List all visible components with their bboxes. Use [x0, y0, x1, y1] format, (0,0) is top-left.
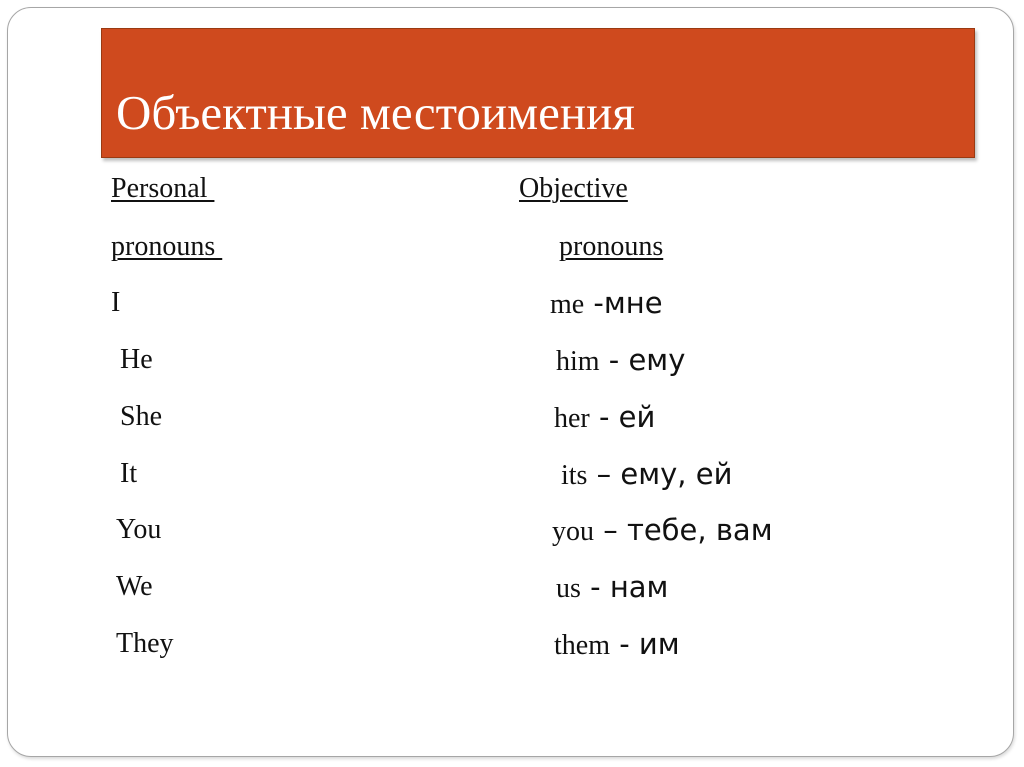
objective-row — [554, 627, 680, 663]
separator: - — [580, 570, 610, 604]
translation: тебе, вам — [626, 513, 773, 547]
objective-pronoun: me — [550, 289, 585, 320]
right-header-line-2: pronouns — [559, 231, 664, 262]
personal-pronoun: They — [116, 628, 174, 659]
objective-pronoun: him — [556, 346, 600, 377]
personal-pronoun: We — [116, 571, 153, 602]
separator: – — [594, 513, 627, 547]
personal-pronoun: It — [120, 458, 138, 489]
objective-row — [561, 457, 732, 493]
objective-row — [550, 286, 663, 322]
objective-pronoun: her — [554, 403, 590, 434]
objective-pronoun: you — [552, 516, 594, 547]
title-bar — [101, 28, 975, 158]
personal-pronoun: She — [120, 401, 162, 432]
separator: - — [610, 627, 639, 661]
translation: ему — [628, 343, 686, 377]
separator: – — [587, 457, 621, 491]
translation: ему, ей — [620, 457, 733, 491]
translation: ей — [618, 400, 656, 434]
objective-row — [552, 513, 773, 549]
personal-pronoun: You — [116, 514, 162, 545]
personal-pronoun: I — [111, 287, 121, 318]
separator: - — [599, 343, 629, 377]
personal-pronoun: He — [120, 344, 153, 375]
separator: - — [584, 286, 604, 320]
right-header-line-1: Objective — [519, 173, 628, 204]
translation: мне — [603, 286, 663, 320]
separator: - — [589, 400, 619, 434]
slide-title: Объектные местоимения — [116, 85, 635, 140]
objective-pronoun: its — [561, 460, 588, 491]
translation: нам — [609, 570, 669, 604]
objective-row — [554, 400, 655, 436]
left-header-line-1: Personal — [111, 173, 215, 204]
objective-pronoun: them — [554, 630, 610, 661]
objective-row — [556, 343, 685, 379]
objective-pronoun: us — [556, 573, 581, 604]
objective-row — [556, 570, 668, 606]
translation: им — [638, 627, 680, 661]
left-header-line-2: pronouns — [111, 231, 223, 262]
